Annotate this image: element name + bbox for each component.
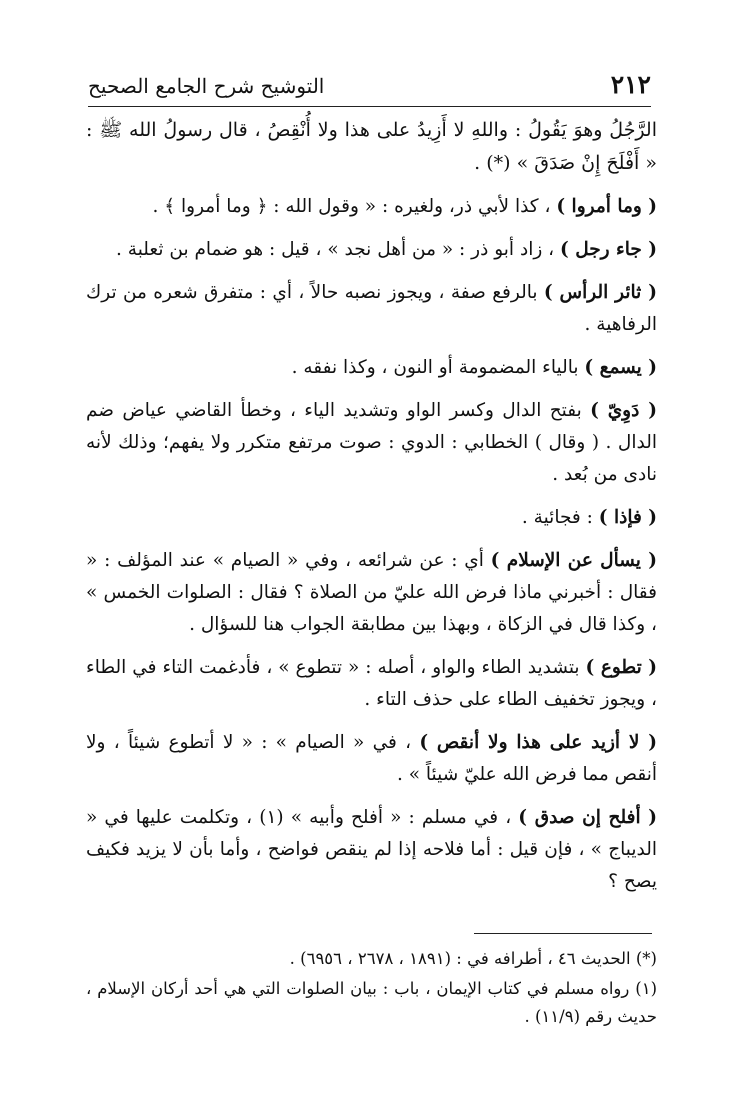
paragraph xyxy=(86,277,657,341)
paragraph xyxy=(86,502,657,534)
lemma: ( جاء رجل ) xyxy=(560,239,657,260)
paragraph xyxy=(86,802,657,898)
paragraph-text: ، زاد أبو ذر : « من أهل نجد » ، قيل : هو ضمام بن ثعلبة . xyxy=(116,239,555,260)
main-text xyxy=(86,114,657,909)
footnote: (١) رواه مسلم في كتاب الإيمان ، باب : بيان الصلوات التي هي أحد أركان الإسلام ، حديث رقم (١١/٩) . xyxy=(86,979,657,1026)
paragraph xyxy=(86,114,657,180)
paragraph xyxy=(86,652,657,716)
paragraph-text: بالياء المضمومة أو النون ، وكذا نفقه . xyxy=(291,357,579,378)
paragraph xyxy=(86,727,657,791)
paragraph-text: بالرفع صفة ، ويجوز نصبه حالاً ، أي : متفرق شعره من ترك الرفاهية . xyxy=(86,282,657,335)
lemma: ( وما أمروا ) xyxy=(556,196,657,217)
paragraph-text: ، كذا لأبي ذر، ولغيره : « وقول الله : ﴿ وما أمروا ﴾ . xyxy=(152,196,551,217)
footnote-divider xyxy=(474,933,652,934)
paragraph xyxy=(86,352,657,384)
footnotes xyxy=(86,945,657,1033)
paragraph-text: ، في « الصيام » : « لا أتطوع شيئاً ، ولا أنقص مما فرض الله عليّ شيئاً » . xyxy=(86,732,657,785)
lemma: ( دَوِيّ ) xyxy=(590,400,657,421)
paragraph xyxy=(86,395,657,491)
paragraph-text: بتشديد الطاء والواو ، أصله : « تتطوع » ، فأدغمت التاء في الطاء ، ويجوز تخفيف الطاء على حذف التاء . xyxy=(86,657,657,710)
lemma: ( يسأل عن الإسلام ) xyxy=(490,550,657,571)
footnote: (*) الحديث ٤٦ ، أطرافه في : (١٨٩١ ، ٢٦٧٨ ، ٦٩٥٦) . xyxy=(289,949,657,968)
lemma: ( تطوع ) xyxy=(585,657,658,678)
lemma: ( يسمع ) xyxy=(584,357,657,378)
paragraph xyxy=(86,234,657,266)
lemma: ( فإذا ) xyxy=(598,507,657,528)
lemma: ( ثائر الرأس ) xyxy=(543,282,657,303)
paragraph-text: : فجائية . xyxy=(521,507,593,528)
paragraph-text: بفتح الدال وكسر الواو وتشديد الياء ، وخطأ القاضي عياض ضم الدال . ( وقال ) الخطابي : الدوي : صوت مرتفع متكرر ولا يفهم؛ وذلك لأنه نادى من بُعد . xyxy=(86,400,657,485)
lemma: ( أفلح إن صدق ) xyxy=(518,807,657,828)
paragraph xyxy=(86,545,657,641)
page-header xyxy=(88,68,651,107)
running-title: التوشيح شرح الجامع الصحيح xyxy=(88,74,325,98)
paragraph xyxy=(86,191,657,223)
page-number: ٢١٢ xyxy=(610,70,651,99)
lemma: ( لا أزيد على هذا ولا أنقص ) xyxy=(419,732,657,753)
paragraph-text: الرَّجُلُ وهوَ يَقُولُ : واللهِ لا أَزِيدُ على هذا ولا أُنْقِصُ ، قال رسولُ الله ﷺ : « أَفْلَحَ إِنْ صَدَقَ » (*) . xyxy=(86,119,657,174)
paragraph-text: ، في مسلم : « أفلح وأبيه » (١) ، وتكلمت عليها في « الديباج » ، فإن قيل : أما فلاحه إذا لم ينقص فواضح ، وأما بأن لا يزيد فكيف يصح ؟ xyxy=(86,807,657,892)
paragraph-text: أي : عن شرائعه ، وفي « الصيام » عند المؤلف : « فقال : أخبرني ماذا فرض الله عليّ من الصلاة ؟ فقال : الصلوات الخمس » ، وكذا قال في الزكاة ، وبهذا بين مطابقة الجواب هنا للسؤال . xyxy=(86,550,657,635)
